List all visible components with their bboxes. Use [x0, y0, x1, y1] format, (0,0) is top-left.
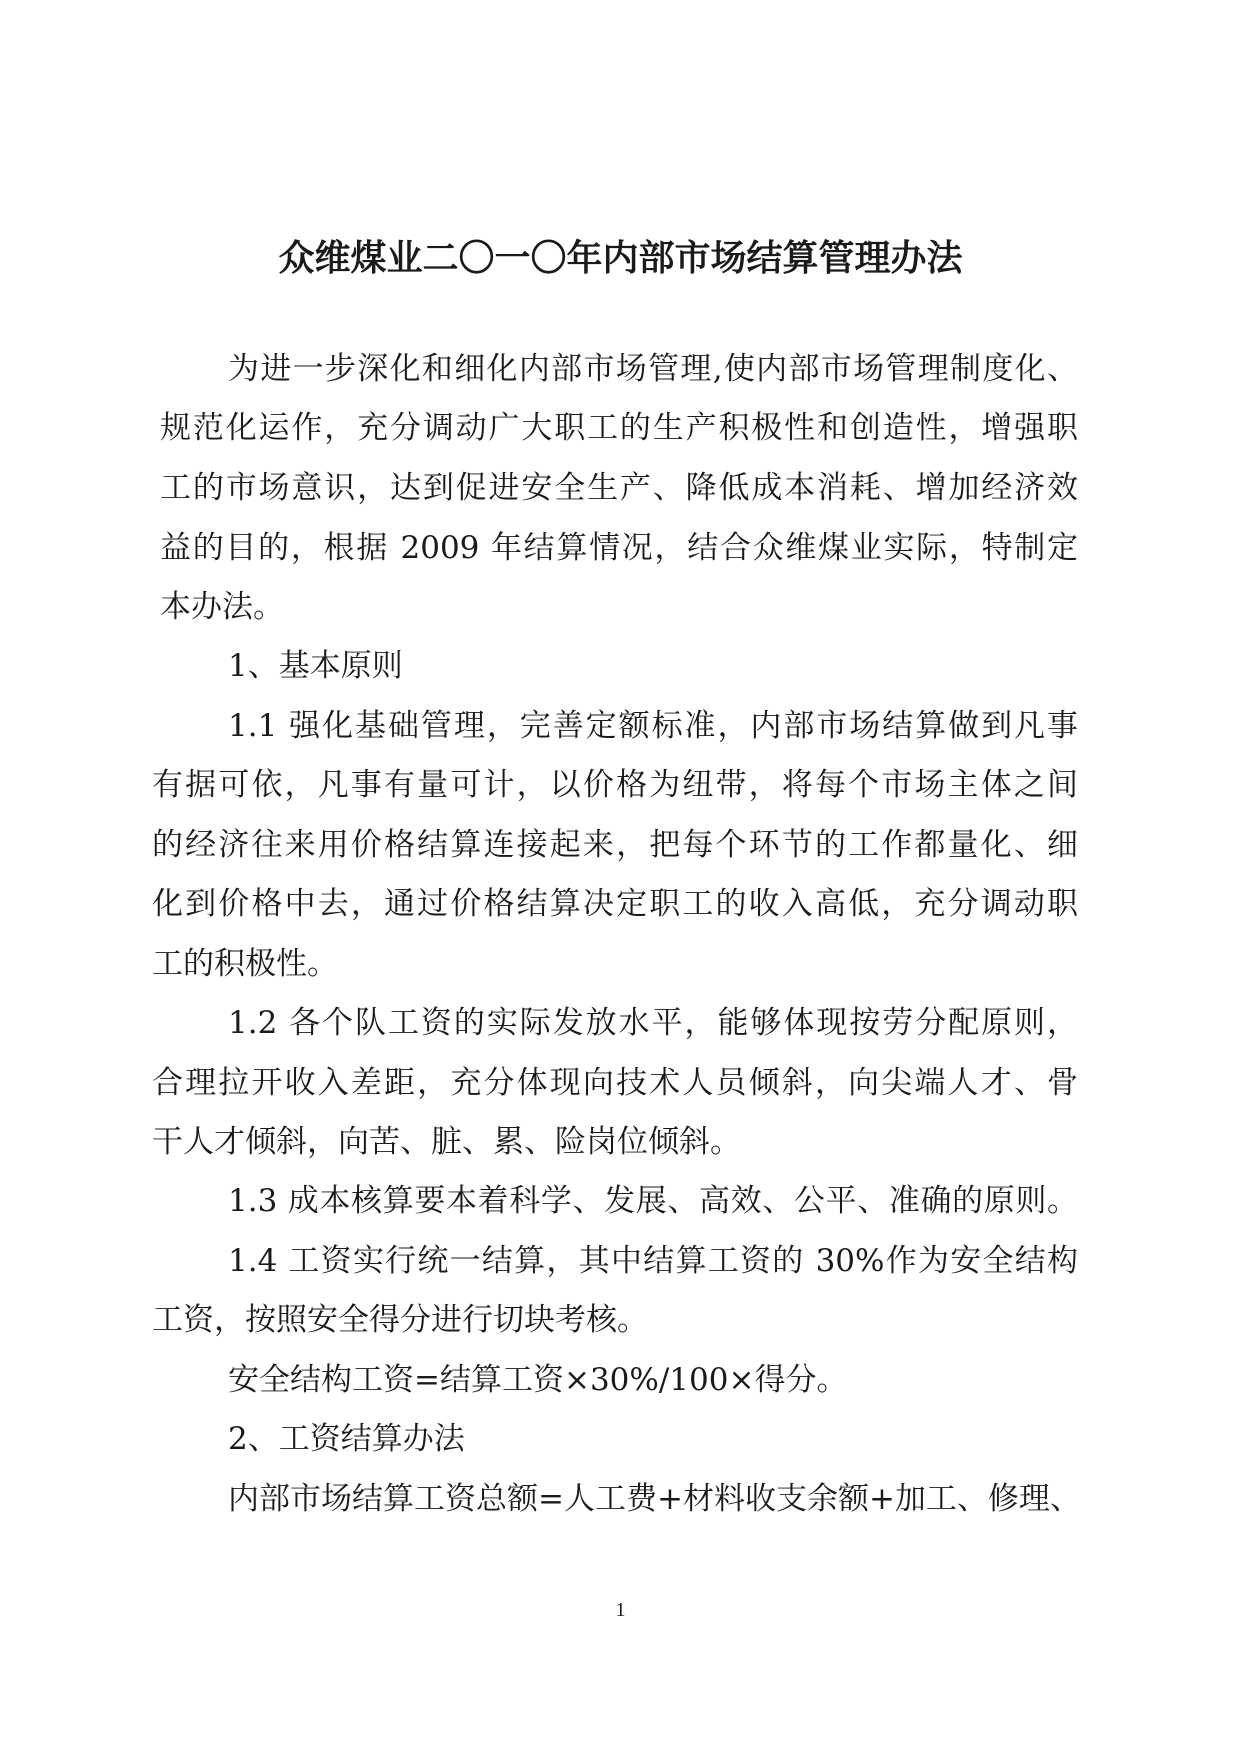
paragraph-line: 工的市场意识，达到促进安全生产、降低成本消耗、增加经济效 — [160, 470, 1078, 506]
paragraph-line: 本办法。 — [160, 589, 284, 625]
paragraph-line: 内部市场结算工资总额=人工费+材料收支余额+加工、修理、 — [228, 1481, 1081, 1517]
section-heading: 2、工资结算办法 — [228, 1421, 465, 1457]
paragraph-line: 1.2 各个队工资的实际发放水平，能够体现按劳分配原则， — [228, 1005, 1078, 1041]
page-number: 1 — [615, 1599, 626, 1621]
paragraph-line: 干人才倾斜，向苦、脏、累、险岗位倾斜。 — [152, 1124, 741, 1160]
paragraph-line: 1.1 强化基础管理，完善定额标准，内部市场结算做到凡事 — [228, 708, 1078, 744]
paragraph-line: 合理拉开收入差距，充分体现向技术人员倾斜，向尖端人才、骨 — [152, 1065, 1078, 1101]
section-heading: 1、基本原则 — [228, 648, 403, 684]
paragraph-line: 工的积极性。 — [152, 946, 338, 982]
paragraph-line: 有据可依，凡事有量可计，以价格为纽带，将每个市场主体之间 — [152, 767, 1078, 803]
document-title: 众维煤业二〇一〇年内部市场结算管理办法 — [278, 238, 963, 279]
paragraph-line: 1.3 成本核算要本着科学、发展、高效、公平、准确的原则。 — [228, 1183, 1078, 1219]
paragraph-line: 的经济往来用价格结算连接起来，把每个环节的工作都量化、细 — [152, 827, 1078, 863]
paragraph-line: 1.4 工资实行统一结算，其中结算工资的 30%作为安全结构 — [228, 1243, 1078, 1279]
paragraph-line: 工资，按照安全得分进行切块考核。 — [152, 1302, 648, 1338]
formula-line: 安全结构工资=结算工资×30%/100×得分。 — [228, 1362, 848, 1398]
paragraph-line: 化到价格中去，通过价格结算决定职工的收入高低，充分调动职 — [152, 886, 1078, 922]
paragraph-line: 为进一步深化和细化内部市场管理,使内部市场管理制度化、 — [228, 351, 1078, 387]
paragraph-line: 规范化运作，充分调动广大职工的生产积极性和创造性，增强职 — [160, 410, 1078, 446]
paragraph-line: 益的目的，根据 2009 年结算情况，结合众维煤业实际，特制定 — [160, 530, 1078, 566]
